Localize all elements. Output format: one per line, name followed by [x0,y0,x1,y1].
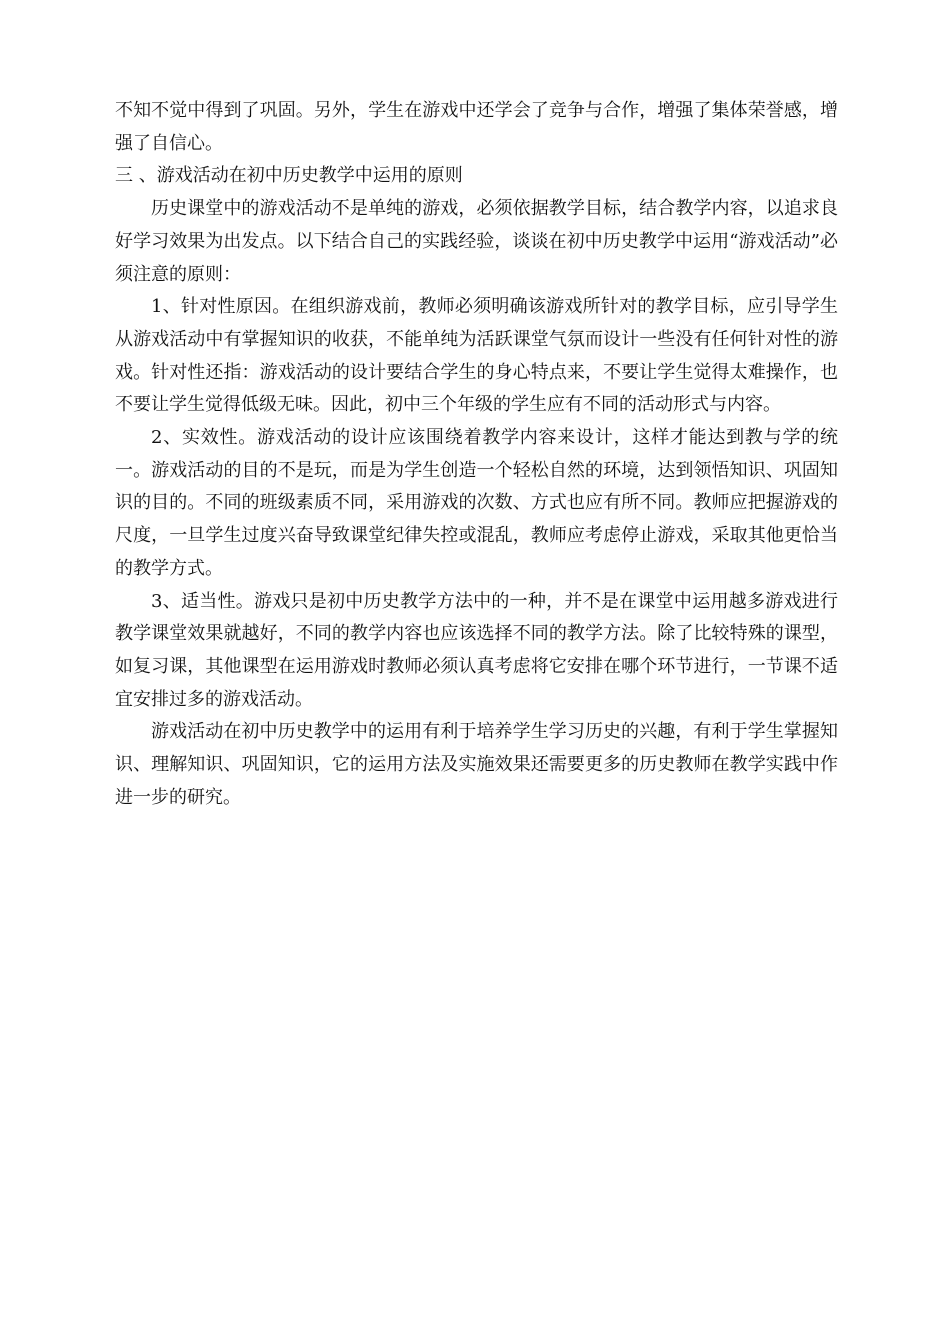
document-body [115,95,838,814]
paragraph-intro: 历史课堂中的游戏活动不是单纯的游戏，必须依据教学目标，结合教学内容，以追求良好学习效果为出发点。以下结合自己的实践经验，谈谈在初中历史教学中运用“游戏活动”必须注意的原则： [115,198,838,285]
section-heading: 三 、游戏活动在初中历史教学中运用的原则 [115,165,463,187]
paragraph-principle-1: 1、针对性原因。在组织游戏前，教师必须明确该游戏所针对的教学目标，应引导学生从游戏活动中有掌握知识的收获，不能单纯为活跃课堂气氛而设计一些没有任何针对性的游戏。针对性还指：游戏活动的设计要结合学生的身心特点来，不要让学生觉得太难操作，也不要让学生觉得低级无味。因此，初中三个年级的学生应有不同的活动形式与内容。 [115,296,838,416]
paragraph-continuation: 不知不觉中得到了巩固。另外，学生在游戏中还学会了竞争与合作，增强了集体荣誉感，增强了自信心。 [115,100,838,154]
paragraph-principle-2: 2、实效性。游戏活动的设计应该围绕着教学内容来设计，这样才能达到教与学的统一。游戏活动的目的不是玩，而是为学生创造一个轻松自然的环境，达到领悟知识、巩固知识的目的。不同的班级素质不同，采用游戏的次数、方式也应有所不同。教师应把握游戏的尺度，一旦学生过度兴奋导致课堂纪律失控或混乱，教师应考虑停止游戏，采取其他更恰当的教学方式。 [115,427,838,579]
paragraph-principle-3: 3、适当性。游戏只是初中历史教学方法中的一种，并不是在课堂中运用越多游戏进行教学课堂效果就越好，不同的教学内容也应该选择不同的教学方法。除了比较特殊的课型，如复习课，其他课型在运用游戏时教师必须认真考虑将它安排在哪个环节进行，一节课不适宜安排过多的游戏活动。 [115,590,838,710]
paragraph-conclusion: 游戏活动在初中历史教学中的运用有利于培养学生学习历史的兴趣，有利于学生掌握知识、理解知识、巩固知识，它的运用方法及实施效果还需要更多的历史教师在教学实践中作进一步的研究。 [115,721,838,808]
